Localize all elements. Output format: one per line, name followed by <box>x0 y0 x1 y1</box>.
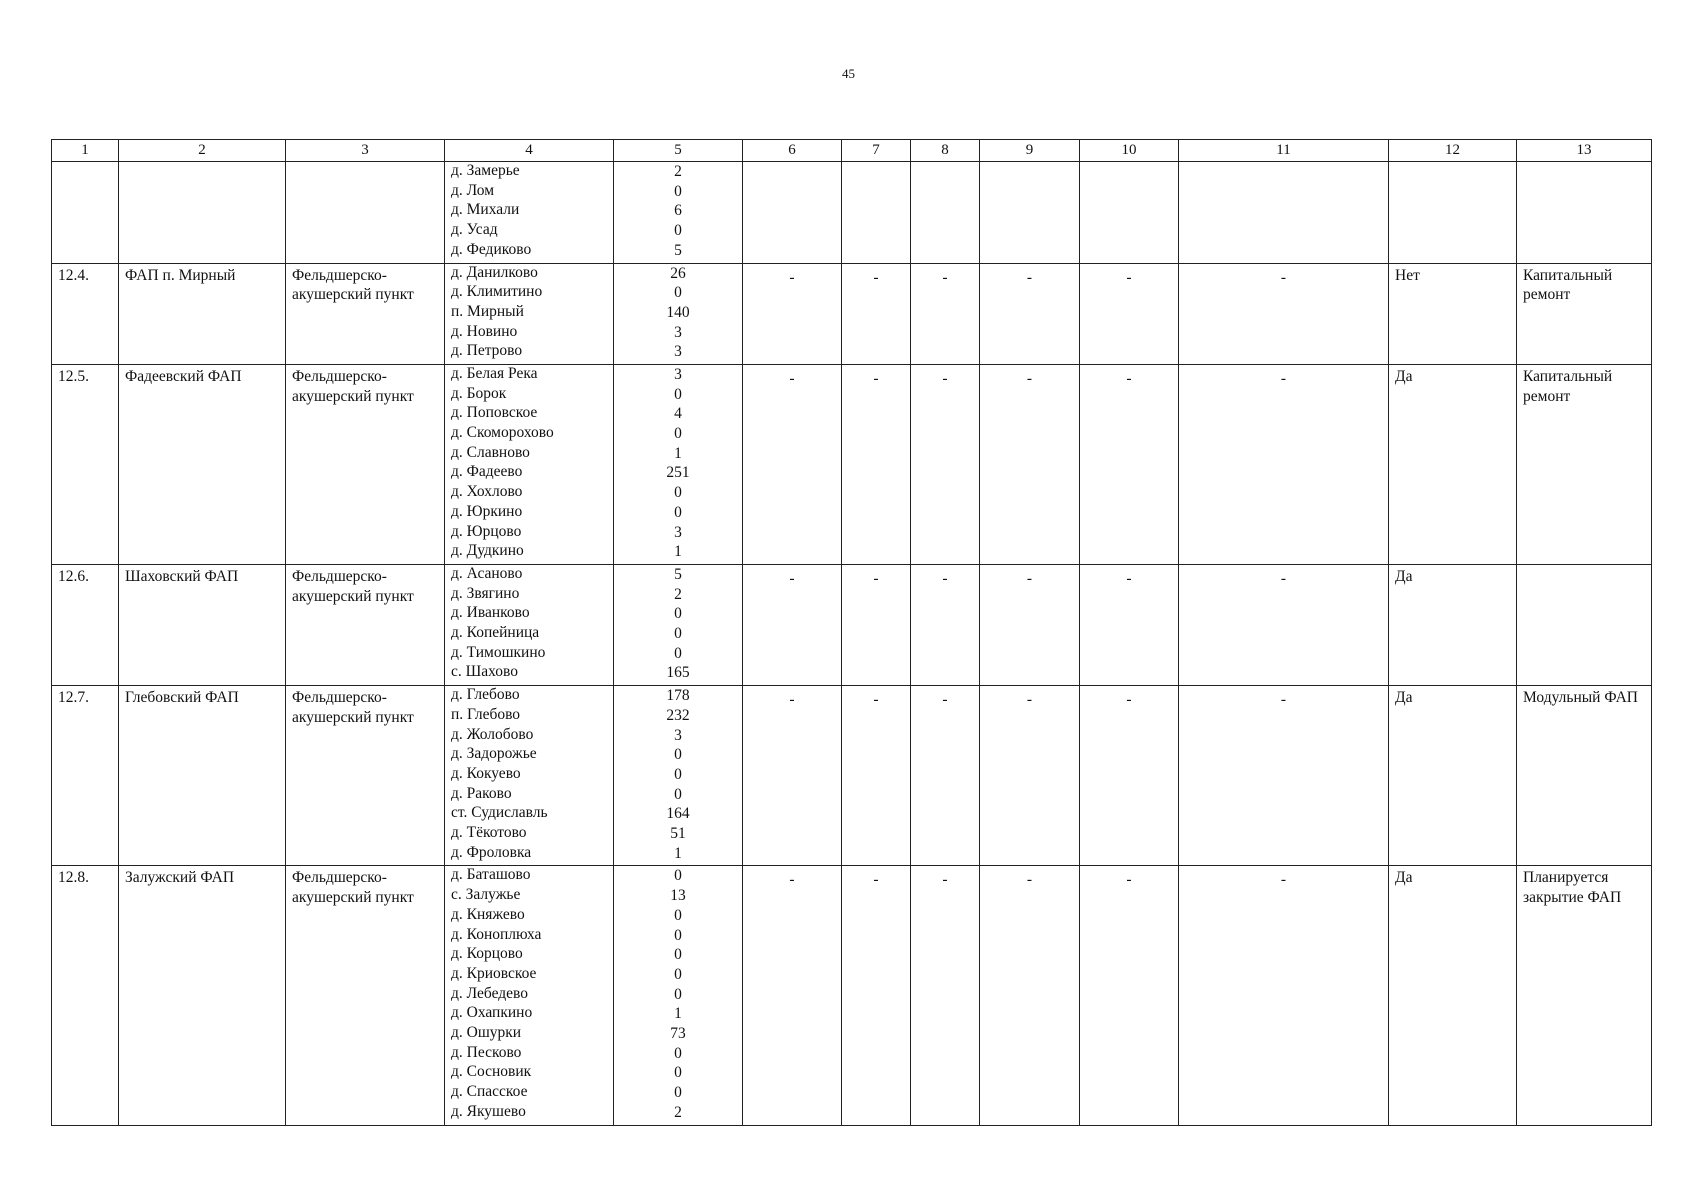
facility-name <box>119 365 286 565</box>
column-header-6: 6 <box>743 140 842 162</box>
column-6-cell-text <box>743 162 841 166</box>
column-12-cell <box>1389 162 1517 264</box>
column-6-cell <box>743 565 842 686</box>
column-13-cell-text: Планируется закрытие ФАП <box>1523 869 1622 907</box>
column-12-cell <box>1389 263 1517 365</box>
settlement-value: 0 <box>674 385 682 403</box>
column-header-9: 9 <box>980 140 1080 162</box>
settlement-name: д. Ошурки <box>451 1023 522 1041</box>
column-10-cell <box>1080 162 1179 264</box>
column-7-cell <box>842 686 911 866</box>
column-header-7: 7 <box>842 140 911 162</box>
row-number-text: 12.8. <box>58 869 89 887</box>
column-13-cell <box>1517 686 1652 866</box>
column-header-3: 3 <box>286 140 445 162</box>
column-13-cell-text <box>1517 565 1651 567</box>
settlement-value: 0 <box>674 284 682 302</box>
column-header-1: 1 <box>52 140 119 162</box>
settlement-name: п. Глебово <box>451 705 521 723</box>
column-6-cell-text: - <box>789 370 795 387</box>
column-13-cell-text: Капитальный ремонт <box>1523 368 1613 405</box>
settlement-value: 0 <box>674 425 682 443</box>
settlement-value: 0 <box>674 765 682 783</box>
column-11-cell <box>1179 263 1389 365</box>
settlement-value: 5 <box>674 241 682 259</box>
settlement-value: 51 <box>670 825 686 842</box>
settlement-name: д. Спасское <box>451 1083 528 1101</box>
settlement-value: 2 <box>674 585 682 603</box>
settlement-name: д. Копейница <box>451 624 540 642</box>
column-6-cell <box>743 263 842 365</box>
column-10-cell-text: - <box>1126 370 1132 387</box>
column-13-cell <box>1517 162 1652 264</box>
settlement-value: 3 <box>674 343 682 361</box>
settlements-cell <box>445 365 614 565</box>
facility-type <box>286 686 445 866</box>
settlement-name: д. Юрцово <box>451 522 522 540</box>
settlement-value: 0 <box>674 503 682 521</box>
settlement-value: 0 <box>674 906 682 924</box>
facility-type-text <box>286 162 444 164</box>
column-13-cell <box>1517 866 1652 1125</box>
settlement-name: д. Климитино <box>451 283 543 301</box>
column-8-cell-text: - <box>942 570 948 587</box>
population-cell <box>614 565 743 686</box>
settlement-name: д. Борок <box>451 384 507 402</box>
column-12-cell <box>1389 686 1517 866</box>
settlement-name: д. Корцово <box>451 945 523 963</box>
settlement-name: д. Новино <box>451 322 518 340</box>
page-number: 45 <box>842 66 855 81</box>
settlement-name: д. Лебедево <box>451 984 529 1002</box>
column-8-cell <box>911 263 980 365</box>
column-9-cell <box>980 565 1080 686</box>
column-8-cell <box>911 365 980 565</box>
settlement-name: д. Лом <box>451 181 495 199</box>
column-6-cell <box>743 365 842 565</box>
table-row <box>52 565 1652 686</box>
row-number <box>52 365 119 565</box>
facility-type-text: Фельдшерско-акушерский пункт <box>292 689 414 726</box>
settlement-value: 6 <box>674 202 682 220</box>
column-7-cell-text: - <box>873 370 879 387</box>
settlement-name: д. Фроловка <box>451 843 532 861</box>
population-cell <box>614 866 743 1125</box>
settlement-value: 0 <box>674 182 682 200</box>
settlements-cell <box>445 686 614 866</box>
settlement-value: 3 <box>674 523 682 541</box>
column-9-cell-text: - <box>1026 691 1033 709</box>
settlement-value: 1 <box>674 444 682 462</box>
column-8-cell-text <box>911 162 979 166</box>
settlement-value: 5 <box>674 566 682 583</box>
settlement-value: 13 <box>670 887 686 905</box>
column-13-cell <box>1517 263 1652 365</box>
column-11-cell <box>1179 686 1389 866</box>
population-cell <box>614 162 743 264</box>
column-8-cell-text: - <box>942 268 948 286</box>
column-8-cell <box>911 686 980 866</box>
column-header-4: 4 <box>445 140 614 162</box>
facility-type <box>286 866 445 1125</box>
column-header-8: 8 <box>911 140 980 162</box>
column-9-cell-text: - <box>1026 268 1033 286</box>
column-9-cell-text <box>980 162 1079 166</box>
column-12-cell-text: Да <box>1395 869 1413 887</box>
column-13-cell <box>1517 565 1652 686</box>
settlement-name: д. Замерье <box>451 162 520 179</box>
column-10-cell-text: - <box>1126 691 1132 709</box>
column-12-cell-text: Да <box>1395 689 1413 707</box>
settlement-name: д. Белая Река <box>451 365 538 382</box>
settlement-name: д. Сосновик <box>451 1063 532 1081</box>
column-header-11: 11 <box>1179 140 1389 162</box>
column-12-cell-text <box>1389 162 1516 164</box>
settlement-name: д. Данилково <box>451 263 538 281</box>
settlement-name: д. Княжево <box>451 905 525 923</box>
column-11-cell <box>1179 365 1389 565</box>
settlement-name: д. Михали <box>451 201 520 219</box>
column-10-cell-text: - <box>1126 570 1132 587</box>
population-cell <box>614 263 743 365</box>
settlement-name: д. Славново <box>451 443 530 461</box>
column-9-cell <box>980 866 1080 1125</box>
settlement-name: с. Залужье <box>451 886 521 904</box>
column-10-cell <box>1080 866 1179 1125</box>
facility-name <box>119 263 286 365</box>
column-7-cell <box>842 565 911 686</box>
settlement-value: 3 <box>674 366 682 383</box>
settlement-value: 0 <box>674 625 682 643</box>
settlement-name: д. Петрово <box>451 342 523 360</box>
settlement-name: д. Хохлово <box>451 483 523 501</box>
facility-type <box>286 565 445 686</box>
facility-name <box>119 565 286 686</box>
column-9-cell-text: - <box>1026 570 1033 587</box>
settlement-name: д. Скоморохово <box>451 424 554 442</box>
facility-name-text: ФАП п. Мирный <box>125 266 236 284</box>
column-6-cell-text: - <box>789 871 795 889</box>
settlement-name: д. Раково <box>451 784 512 802</box>
column-12-cell-text: Нет <box>1395 266 1420 284</box>
facility-type-text: Фельдшерско-акушерский пункт <box>292 266 414 304</box>
column-6-cell <box>743 866 842 1125</box>
settlement-name: д. Дудкино <box>451 542 524 560</box>
column-10-cell <box>1080 263 1179 365</box>
column-6-cell-text: - <box>789 268 795 286</box>
settlement-value: 251 <box>666 464 690 482</box>
column-6-cell-text: - <box>789 691 795 709</box>
column-11-cell-text: - <box>1280 691 1287 709</box>
settlement-value: 0 <box>674 926 682 944</box>
facility-type-text: Фельдшерско-акушерский пункт <box>292 568 414 605</box>
column-7-cell-text: - <box>873 691 879 709</box>
settlement-value: 0 <box>674 946 682 964</box>
settlements-cell <box>445 866 614 1125</box>
settlement-value: 0 <box>674 222 682 240</box>
settlement-value: 26 <box>670 264 686 282</box>
facility-name-text <box>119 162 285 164</box>
column-11-cell <box>1179 866 1389 1125</box>
row-number <box>52 162 119 264</box>
settlement-name: д. Глебово <box>451 686 520 704</box>
row-number <box>52 263 119 365</box>
column-7-cell <box>842 263 911 365</box>
settlement-name: д. Песково <box>451 1043 522 1061</box>
settlement-name: д. Иванково <box>451 604 530 622</box>
column-9-cell-text: - <box>1026 370 1033 387</box>
table-row <box>52 162 1652 264</box>
settlement-value: 0 <box>674 985 682 1003</box>
facility-type <box>286 263 445 365</box>
column-header-5: 5 <box>614 140 743 162</box>
settlement-value: 232 <box>666 706 690 724</box>
column-7-cell-text: - <box>873 871 879 889</box>
table-row <box>52 866 1652 1125</box>
data-table <box>51 139 1652 1126</box>
header-row <box>52 140 1652 162</box>
column-10-cell <box>1080 365 1179 565</box>
settlement-value: 0 <box>674 1084 682 1102</box>
column-13-cell-text <box>1517 162 1651 164</box>
settlement-value: 0 <box>674 605 682 623</box>
column-10-cell <box>1080 686 1179 866</box>
settlement-value: 4 <box>674 405 682 423</box>
column-11-cell <box>1179 565 1389 686</box>
settlement-value: 2 <box>674 1103 682 1121</box>
facility-name <box>119 686 286 866</box>
settlement-name: д. Якушево <box>451 1102 526 1120</box>
column-12-cell <box>1389 365 1517 565</box>
settlements-cell <box>445 263 614 365</box>
column-8-cell-text: - <box>942 871 948 889</box>
column-12-cell <box>1389 565 1517 686</box>
facility-type-text: Фельдшерско-акушерский пункт <box>292 869 414 907</box>
column-12-cell-text: Да <box>1395 568 1413 585</box>
settlement-name: д. Поповское <box>451 404 538 422</box>
column-8-cell <box>911 866 980 1125</box>
column-7-cell-text: - <box>873 570 879 587</box>
column-9-cell <box>980 263 1080 365</box>
population-cell <box>614 686 743 866</box>
table-body <box>52 162 1652 1126</box>
column-11-cell <box>1179 162 1389 264</box>
settlement-name: д. Усад <box>451 221 498 239</box>
table-row <box>52 263 1652 365</box>
column-12-cell <box>1389 866 1517 1125</box>
settlement-value: 0 <box>674 1064 682 1082</box>
settlement-name: д. Охапкино <box>451 1004 533 1022</box>
column-13-cell-text: Модульный ФАП <box>1523 689 1638 707</box>
column-13-cell <box>1517 365 1652 565</box>
column-header-2: 2 <box>119 140 286 162</box>
row-number-text: 12.6. <box>58 568 89 585</box>
column-6-cell <box>743 162 842 264</box>
settlement-value: 1 <box>674 844 682 862</box>
column-11-cell-text <box>1179 162 1388 166</box>
column-12-cell-text: Да <box>1395 368 1413 385</box>
settlement-value: 0 <box>674 867 682 885</box>
column-8-cell-text: - <box>942 370 948 387</box>
column-9-cell <box>980 162 1080 264</box>
settlement-value: 73 <box>670 1024 686 1042</box>
settlement-value: 1 <box>674 543 682 561</box>
settlement-value: 3 <box>674 726 682 744</box>
settlement-name: д. Юркино <box>451 502 523 520</box>
facility-name-text: Шаховский ФАП <box>125 568 239 585</box>
settlement-value: 0 <box>674 484 682 502</box>
facility-type <box>286 162 445 264</box>
column-9-cell <box>980 365 1080 565</box>
column-9-cell-text: - <box>1026 871 1033 889</box>
settlement-value: 2 <box>674 163 682 180</box>
facility-name <box>119 866 286 1125</box>
table-row <box>52 686 1652 866</box>
settlement-value: 0 <box>674 1044 682 1062</box>
settlement-value: 140 <box>666 303 690 321</box>
settlement-value: 164 <box>666 805 690 823</box>
column-7-cell <box>842 365 911 565</box>
settlement-value: 0 <box>674 965 682 983</box>
row-number <box>52 866 119 1125</box>
settlement-name: с. Шахово <box>451 663 519 681</box>
settlement-name: д. Кокуево <box>451 764 521 782</box>
settlement-name: д. Баташово <box>451 866 531 884</box>
settlement-name: д. Федиково <box>451 240 532 258</box>
facility-type <box>286 365 445 565</box>
settlement-value: 178 <box>666 687 690 705</box>
table-row <box>52 365 1652 565</box>
settlement-value: 0 <box>674 785 682 803</box>
row-number-text: 12.4. <box>58 266 89 284</box>
settlement-value: 165 <box>666 664 690 682</box>
column-header-13: 13 <box>1517 140 1652 162</box>
column-10-cell-text: - <box>1126 871 1132 889</box>
row-number <box>52 565 119 686</box>
column-7-cell <box>842 866 911 1125</box>
settlements-cell <box>445 162 614 264</box>
column-7-cell <box>842 162 911 264</box>
column-8-cell-text: - <box>942 691 948 709</box>
column-7-cell-text: - <box>873 268 879 286</box>
row-number-text <box>52 162 118 164</box>
column-11-cell-text: - <box>1280 268 1287 286</box>
row-number-text: 12.7. <box>58 689 89 707</box>
settlement-name: д. Звягино <box>451 584 520 602</box>
settlement-name: д. Фадеево <box>451 463 523 481</box>
column-10-cell-text <box>1080 162 1178 166</box>
column-10-cell-text: - <box>1126 268 1132 286</box>
settlement-value: 0 <box>674 746 682 764</box>
column-11-cell-text: - <box>1280 871 1287 889</box>
settlement-name: д. Асаново <box>451 565 523 582</box>
settlement-name: д. Тёкотово <box>451 824 527 841</box>
settlement-value: 0 <box>674 644 682 662</box>
column-6-cell-text: - <box>789 570 795 587</box>
facility-name-text: Залужский ФАП <box>125 869 235 887</box>
column-header-12: 12 <box>1389 140 1517 162</box>
settlement-value: 3 <box>674 323 682 341</box>
column-11-cell-text: - <box>1280 370 1287 387</box>
column-8-cell <box>911 162 980 264</box>
column-9-cell <box>980 686 1080 866</box>
settlement-name: д. Тимошкино <box>451 643 546 661</box>
row-number <box>52 686 119 866</box>
facility-name-text: Фадеевский ФАП <box>125 368 242 385</box>
settlement-name: п. Мирный <box>451 302 524 320</box>
settlement-name: д. Коноплюха <box>451 925 542 943</box>
facility-name-text: Глебовский ФАП <box>125 689 239 707</box>
population-cell <box>614 365 743 565</box>
column-7-cell-text <box>842 162 910 166</box>
column-10-cell <box>1080 565 1179 686</box>
settlement-name: д. Жолобово <box>451 725 534 743</box>
column-8-cell <box>911 565 980 686</box>
settlements-cell <box>445 565 614 686</box>
column-11-cell-text: - <box>1280 570 1287 587</box>
settlement-name: д. Криовское <box>451 964 537 982</box>
settlement-name: д. Задорожье <box>451 745 537 763</box>
column-13-cell-text: Капитальный ремонт <box>1523 266 1613 304</box>
column-6-cell <box>743 686 842 866</box>
row-number-text: 12.5. <box>58 368 89 385</box>
facility-name <box>119 162 286 264</box>
column-header-10: 10 <box>1080 140 1179 162</box>
facility-type-text: Фельдшерско-акушерский пункт <box>292 368 414 405</box>
settlement-name: ст. Судиславль <box>451 804 548 822</box>
settlement-value: 1 <box>674 1005 682 1023</box>
